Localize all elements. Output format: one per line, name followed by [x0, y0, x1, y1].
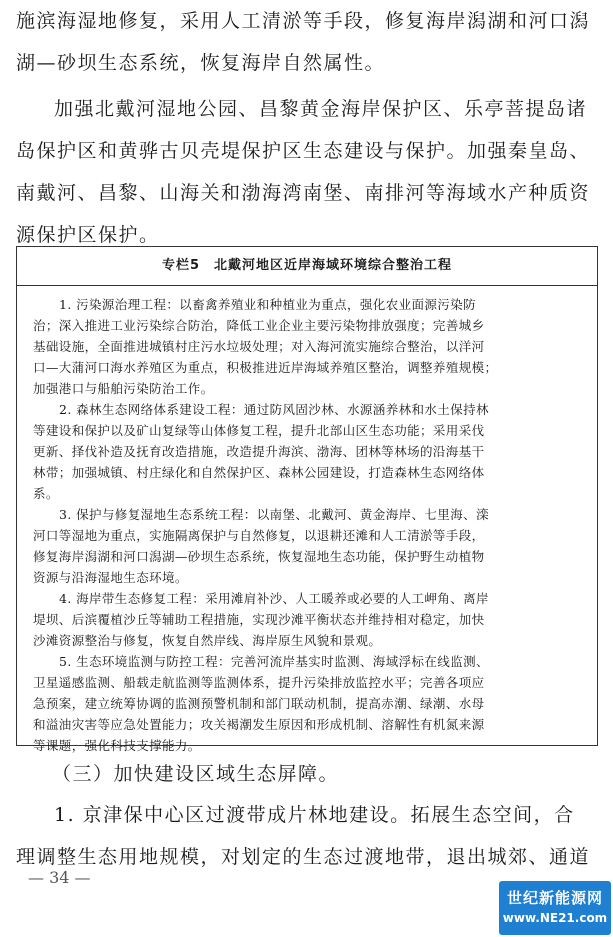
text-line: 急预案，建立统筹协调的监测预警机制和部门联动机制，提高赤潮、绿潮、水母: [33, 696, 485, 711]
box-item-coastal-restoration: [33, 588, 583, 651]
section-heading: （三）加快建设区域生态屏障。: [52, 763, 340, 785]
text-line: 堤坝、后滨覆植沙丘等辅助工程措施，实现沙滩平衡状态并维持相对稳定，加快: [33, 612, 485, 627]
watermark-text: 世纪新能源网: [506, 889, 603, 907]
watermark-logo: [499, 881, 611, 935]
text-line: 等建设和保护以及矿山复绿等山体修复工程，提升北部山区生态功能；采用采伐: [33, 423, 485, 438]
paragraph-forest-transition: [16, 794, 600, 878]
text-line: 加强港口与船舶污染防治工作。: [33, 381, 214, 396]
text-line: 沙滩资源整治与修复，恢复自然岸线、海岸原生风貌和景观。: [33, 633, 382, 648]
text-line: 施滨海湿地修复，采用人工清淤等手段，修复海岸潟湖和河口潟: [16, 10, 591, 32]
text-line: 加强北戴河湿地公园、昌黎黄金海岸保护区、乐亭菩提岛诸: [54, 98, 588, 120]
text-line: 口—大蒲河口海水养殖区为重点，积极推进近岸海域养殖区整治，调整养殖规模；: [33, 360, 498, 375]
column-box: [16, 246, 598, 753]
text-line: 理调整生态用地规模，对划定的生态过渡地带，退出城郊、通道: [16, 846, 591, 868]
text-line: 修复海岸潟湖和河口潟湖—砂坝生态系统，恢复湿地生态功能，保护野生动植物: [33, 549, 485, 564]
text-line: 系。: [33, 486, 59, 501]
text-line: 3. 保护与修复湿地生态系统工程：以南堡、北戴河、黄金海岸、七里海、滦: [59, 507, 489, 522]
text-line: 林带；加强城镇、村庄绿化和自然保护区、森林公园建设，打造森林生态网络体: [33, 465, 485, 480]
text-line: 湖—砂坝生态系统，恢复海岸自然属性。: [16, 52, 386, 74]
text-line: 治；深入推进工业污染综合防治，降低工业企业主要污染物排放强度；完善城乡: [33, 318, 485, 333]
text-line: 岛保护区和黄骅古贝壳堤保护区生态建设与保护。加强秦皇岛、: [16, 140, 591, 162]
text-line: 源保护区保护。: [16, 224, 160, 246]
text-line: 资源与沿海湿地生态环境。: [33, 570, 188, 585]
text-line: 河口等湿地为重点，实施隔离保护与自然修复，以退耕还滩和人工清淤等手段，: [33, 528, 485, 543]
box-body: [17, 286, 597, 756]
text-line: 2. 森林生态网络体系建设工程：通过防风固沙林、水源涵养林和水土保持林: [59, 402, 489, 417]
paragraph-wetland-restoration: [16, 0, 600, 84]
text-line: 等课题，强化科技支撑能力。: [33, 738, 201, 753]
text-line: 1. 京津保中心区过渡带成片林地建设。拓展生态空间，合: [54, 804, 575, 826]
text-line: 更新、择伐补造及抚育改造措施，改造提升海滨、渤海、团林等林场的沿海基干: [33, 444, 485, 459]
text-line: 1. 污染源治理工程：以畜禽养殖业和种植业为重点，强化农业面源污染防: [59, 297, 477, 312]
text-line: 5. 生态环境监测与防控工程：完善河流岸基实时监测、海域浮标在线监测、: [59, 654, 489, 669]
box-item-pollution-control: [33, 294, 583, 399]
text-line: 南戴河、昌黎、山海关和渤海湾南堡、南排河等海域水产种质资: [16, 182, 591, 204]
box-item-forest-network: [33, 399, 583, 504]
watermark-url: www.NE21.com: [502, 911, 608, 925]
box-title: 专栏5 北戴河地区近岸海域环境综合整治工程: [17, 247, 597, 286]
text-line: 4. 海岸带生态修复工程：采用滩肩补沙、人工暖养或必要的人工岬角、离岸: [59, 591, 489, 606]
box-item-monitoring: [33, 651, 583, 756]
text-line: 和溢油灾害等应急处置能力；攻关褐潮发生原因和形成机制、溶解性有机氮来源: [33, 717, 485, 732]
text-line: 基础设施，全面推进城镇村庄污水垃圾处理；对入海河流实施综合整治，以洋河: [33, 339, 485, 354]
paragraph-protection-areas: [16, 88, 600, 256]
page-number: — 34 —: [28, 868, 91, 887]
box-item-wetland-ecosystem: [33, 504, 583, 588]
text-line: 卫星遥感监测、船载走航监测等监测体系，提升污染排放监控水平；完善各项应: [33, 675, 485, 690]
